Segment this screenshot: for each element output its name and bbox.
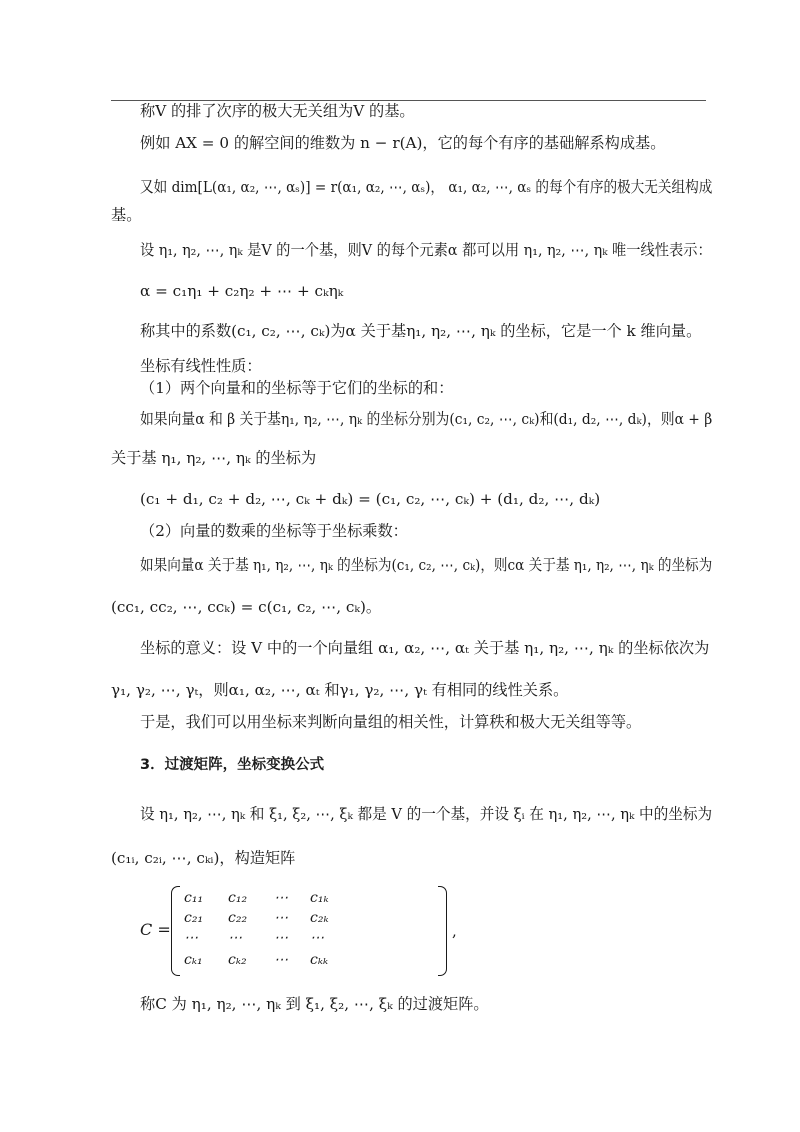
matrix-cell: ⋯ [228,930,242,946]
matrix-cell: ⋯ [184,930,198,946]
matrix-lhs: C = [140,920,171,939]
text-line-linear-representation: 设 η₁, η₂, ⋯, ηₖ 是V 的一个基，则V 的每个元素α 都可以用 η₁, η₂, ⋯, ηₖ 唯一线性表示： [140,241,712,259]
matrix-cell: ⋯ [274,930,288,946]
text-line-two-bases: 设 η₁, η₂, ⋯, ηₖ 和 ξ₁, ξ₂, ⋯, ξₖ 都是 V 的一个基，并设 ξᵢ 在 η₁, η₂, ⋯, ηₖ 中的坐标为 [140,805,713,823]
text-line-solution-space: 例如 AX = 0 的解空间的维数为 n − r(A)，它的每个有序的基础解系构成基。 [140,134,666,152]
text-line-coordinates-definition: 称其中的系数(c₁, c₂, ⋯, cₖ)为α 关于基η₁, η₂, ⋯, ηₖ 的坐标，它是一个 k 维向量。 [140,322,702,340]
text-line-scalar-coordinates: 如果向量α 关于基 η₁, η₂, ⋯, ηₖ 的坐标为(c₁, c₂, ⋯, cₖ)，则cα 关于基 η₁, η₂, ⋯, ηₖ 的坐标为 [140,556,713,574]
matrix-cell: c₂₂ [228,910,248,926]
matrix-cell: c₁₁ [184,890,204,906]
text-line-construct-matrix: (c₁ᵢ, c₂ᵢ, ⋯, cₖᵢ)，构造矩阵 [111,849,296,867]
matrix-cell: c₁₂ [228,890,248,906]
section-heading-transition-matrix: 3．过渡矩阵，坐标变换公式 [140,757,325,773]
text-line-property-1: （1）两个向量和的坐标等于它们的坐标的和： [140,379,454,397]
text-line-sum-coordinates: 如果向量α 和 β 关于基η₁, η₂, ⋯, ηₖ 的坐标分别为(c₁, c₂, ⋯, cₖ)和(d₁, d₂, ⋯, dₖ)，则α + β [140,410,713,428]
text-line-coordinate-meaning-cont: γ₁, γ₂, ⋯, γₜ，则α₁, α₂, ⋯, αₜ 和γ₁, γ₂, ⋯, γₜ 有相同的线性关系。 [111,681,569,699]
matrix-cell: cₖ₂ [228,952,247,968]
text-line-coordinate-meaning: 坐标的意义：设 V 中的一个向量组 α₁, α₂, ⋯, αₜ 关于基 η₁, η₂, ⋯, ηₖ 的坐标依次为 [140,639,710,657]
text-line-sum-coordinates-cont: 关于基 η₁, η₂, ⋯, ηₖ 的坐标为 [111,449,317,467]
formula-alpha-expansion: α = c₁η₁ + c₂η₂ + ⋯ + cₖηₖ [140,282,344,300]
text-line-property-2: （2）向量的数乘的坐标等于坐标乘数： [140,522,408,540]
transition-matrix [140,886,457,976]
text-line-transition-definition: 称C 为 η₁, η₂, ⋯, ηₖ 到 ξ₁, ξ₂, ⋯, ξₖ 的过渡矩阵。 [140,995,489,1013]
matrix-right-bracket [438,886,447,976]
matrix-cell: ⋯ [274,952,288,968]
matrix-cell: cₖ₁ [184,952,203,968]
text-line-dim-example: 又如 dim[L(α₁, α₂, ⋯, αₛ)] = r(α₁, α₂, ⋯, αₛ)， α₁, α₂, ⋯, αₛ 的每个有序的极大无关组构成 [140,178,713,196]
matrix-cell: ⋯ [274,910,288,926]
matrix-cell: ⋯ [310,930,324,946]
matrix-cell: c₁ₖ [310,890,329,906]
text-line-basis-definition: 称V 的排了次序的极大无关组为V 的基。 [140,102,415,120]
formula-sum-coordinates: (c₁ + d₁, c₂ + d₂, ⋯, cₖ + dₖ) = (c₁, c₂, ⋯, cₖ) + (d₁, d₂, ⋯, dₖ) [140,490,601,508]
matrix-trailing-comma: , [452,922,457,940]
text-line-conclusion: 于是，我们可以用坐标来判断向量组的相关性，计算秩和极大无关组等等。 [140,713,642,731]
matrix-cell: c₂₁ [184,910,204,926]
text-line-dim-example-cont: 基。 [111,206,142,224]
formula-scalar-coordinates: (cc₁, cc₂, ⋯, ccₖ) = c(c₁, c₂, ⋯, cₖ)。 [111,598,382,616]
matrix-cell: c₂ₖ [310,910,329,926]
matrix-cell: ⋯ [274,890,288,906]
matrix-left-bracket [171,886,180,976]
text-line-linearity-property: 坐标有线性性质： [140,357,262,375]
matrix-cell: cₖₖ [310,952,329,968]
